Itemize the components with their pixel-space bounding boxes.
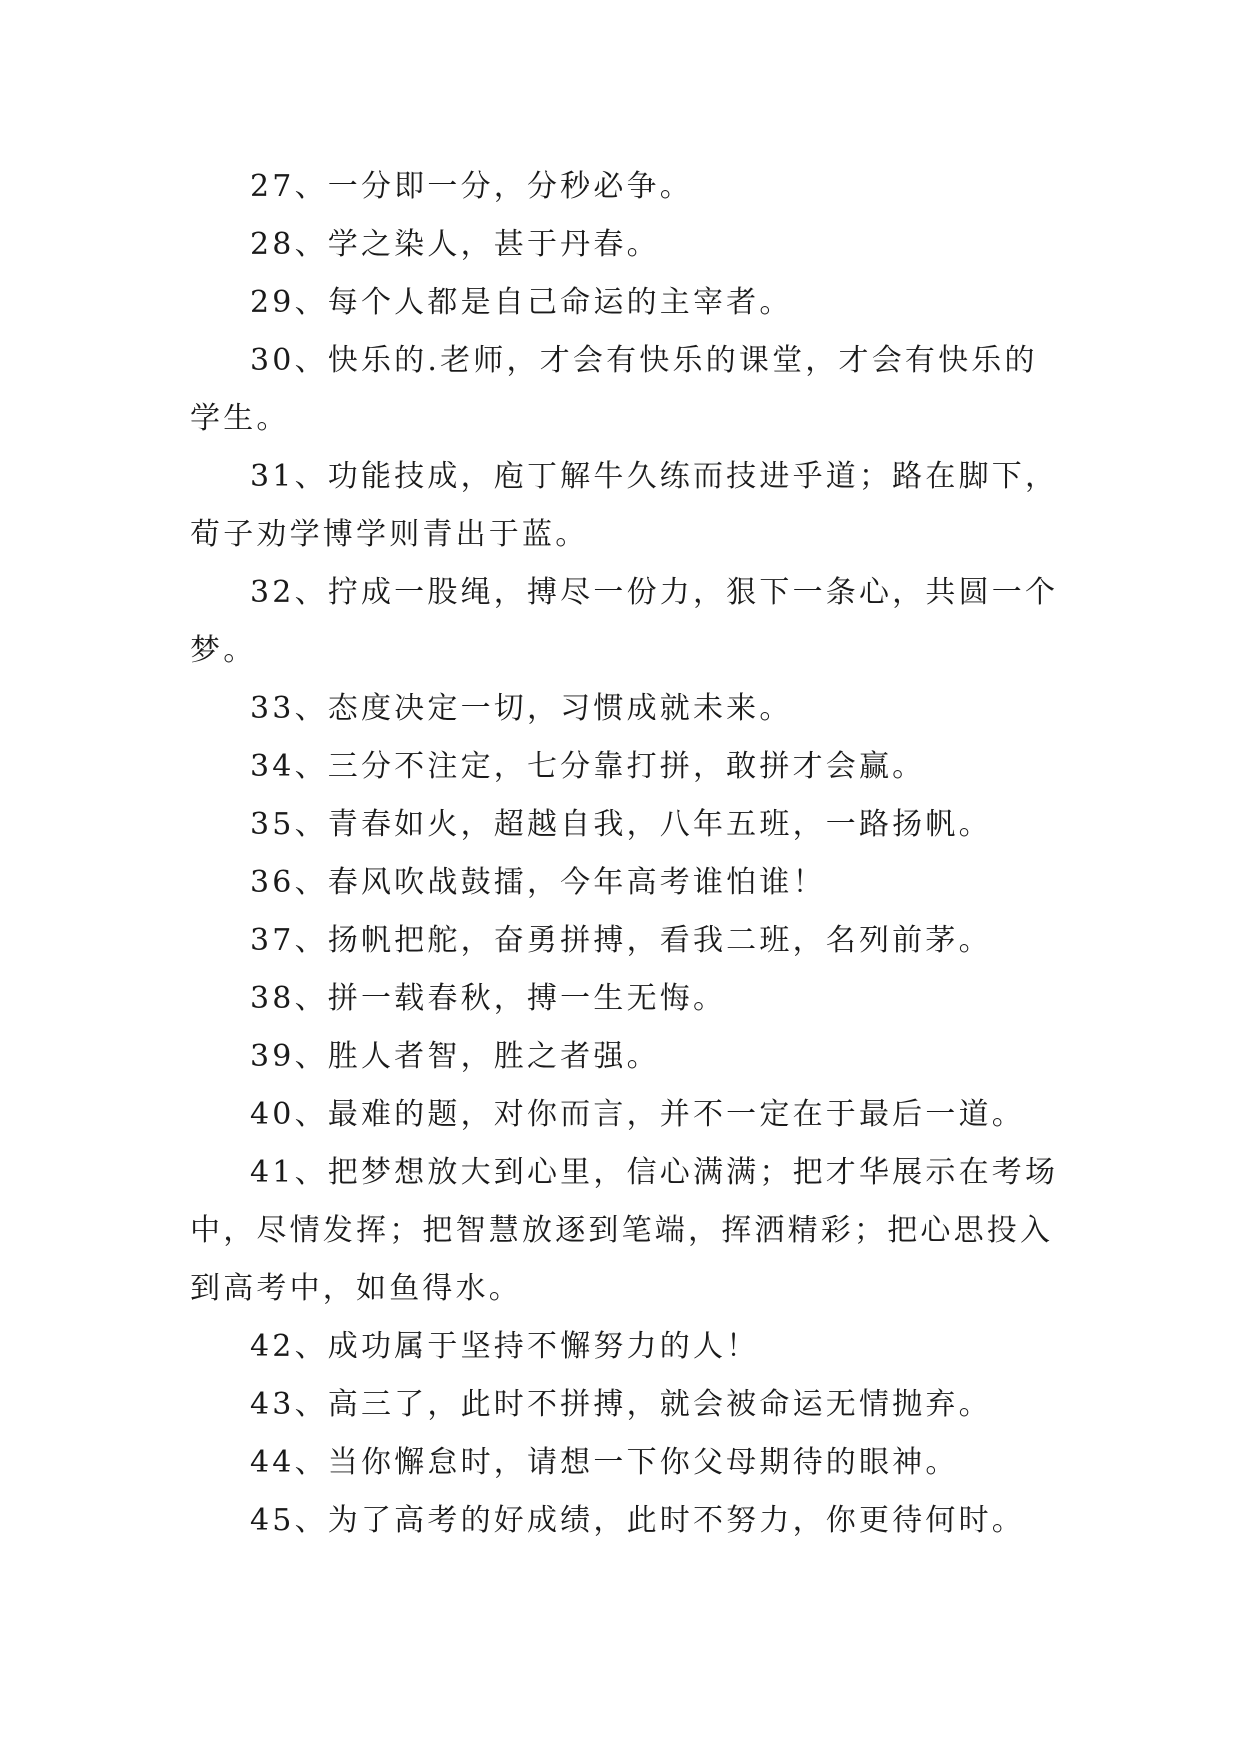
list-item: 28、学之染人，甚于丹春。 (250, 227, 660, 262)
list-item: 37、扬帆把舵，奋勇拼搏，看我二班，名列前茅。 (250, 923, 992, 958)
list-item: 32、拧成一股绳，搏尽一份力，狠下一条心，共圆一个梦。 (190, 575, 1059, 668)
list-item: 27、一分即一分，分秒必争。 (250, 169, 693, 204)
list-item: 43、高三了，此时不拼搏，就会被命运无情抛弃。 (250, 1387, 992, 1422)
list-item: 45、为了高考的好成绩，此时不努力，你更待何时。 (250, 1503, 1025, 1538)
document-body (190, 158, 1070, 1550)
list-item: 44、当你懈怠时，请想一下你父母期待的眼神。 (250, 1445, 959, 1480)
list-item: 31、功能技成，庖丁解牛久练而技进乎道；路在脚下，荀子劝学博学则青出于蓝。 (190, 459, 1059, 552)
list-item: 41、把梦想放大到心里，信心满满；把才华展示在考场中，尽情发挥；把智慧放逐到笔端，挥洒精彩；把心思投入到高考中，如鱼得水。 (190, 1155, 1059, 1306)
list-item: 39、胜人者智，胜之者强。 (250, 1039, 660, 1074)
list-item: 30、快乐的.老师，才会有快乐的课堂，才会有快乐的学生。 (190, 343, 1038, 436)
list-item: 40、最难的题，对你而言，并不一定在于最后一道。 (250, 1097, 1025, 1132)
list-item: 38、拼一载春秋，搏一生无悔。 (250, 981, 727, 1016)
list-item: 34、三分不注定，七分靠打拼，敢拼才会赢。 (250, 749, 926, 784)
list-item: 33、态度决定一切，习惯成就未来。 (250, 691, 793, 726)
list-item: 36、春风吹战鼓擂，今年高考谁怕谁！ (250, 865, 826, 900)
list-item: 42、成功属于坚持不懈努力的人！ (250, 1329, 760, 1364)
list-item: 29、每个人都是自己命运的主宰者。 (250, 285, 793, 320)
list-item: 35、青春如火，超越自我，八年五班，一路扬帆。 (250, 807, 992, 842)
